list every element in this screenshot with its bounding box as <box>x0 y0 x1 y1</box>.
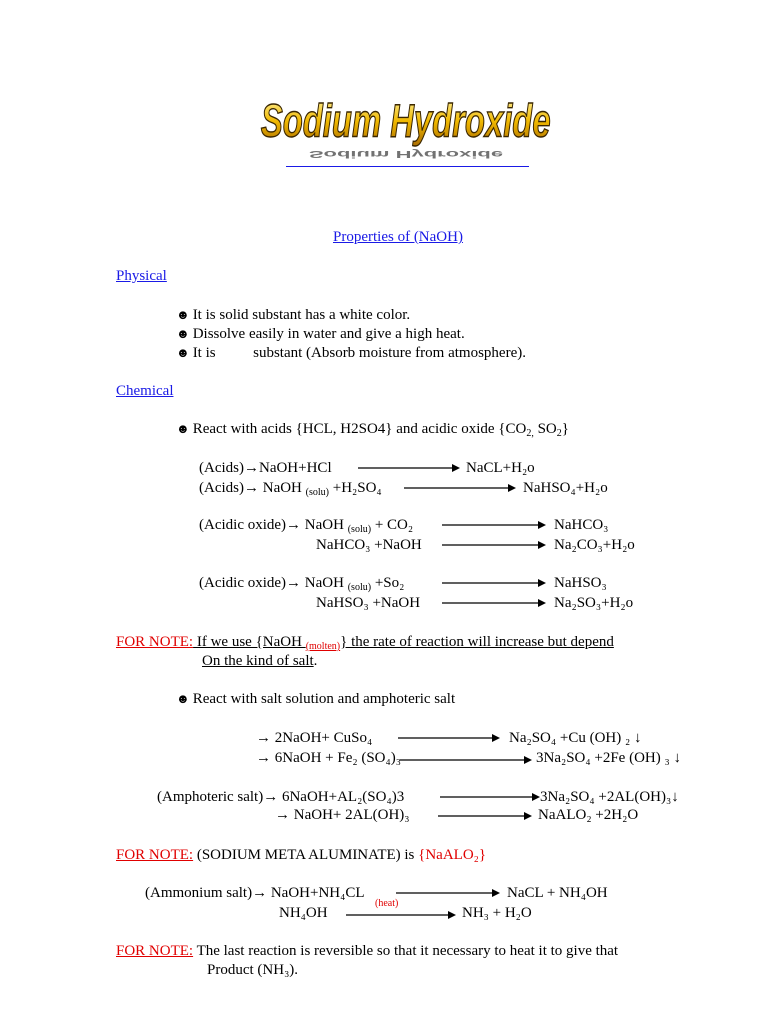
eq-oxide-2-right: Na₂CO₃+H₂o <box>554 537 635 553</box>
eq-oxide-1-left: (Acidic oxide)→ NaOH $_{(solu)}$ + CO₂ <box>199 517 414 535</box>
title-wordart <box>260 88 551 166</box>
eq-ammonium-1-right: NaCL + NH₄OH <box>507 885 608 901</box>
eq-ammonium-2-right: NH₃ + H₂O <box>462 905 532 921</box>
chemical-bullet-1: ☻ React with acids {HCL, H2SO4} and acidic oxide {$CO_{2,}$ $SO_2$} <box>176 421 569 439</box>
reaction-arrow <box>442 520 546 530</box>
reaction-arrow <box>442 578 546 588</box>
note-3-line-2: Product (NH₃). <box>207 962 299 978</box>
bullet-icon: ☻ <box>176 326 190 341</box>
reaction-arrow <box>358 463 460 473</box>
heat-condition: (heat) <box>375 898 399 909</box>
note-3: FOR NOTE: The last reaction is reversible so that it necessary to heat it to give that <box>116 943 619 959</box>
eq-oxide-3-right: NaHSO₃ <box>554 575 607 591</box>
bullet-icon: ☻ <box>176 691 190 706</box>
reaction-arrow <box>346 910 456 920</box>
eq-salt-3-right: 3Na₂SO₄ +2AL(OH)₃↓ <box>540 789 679 805</box>
note-label: FOR NOTE: <box>116 943 194 959</box>
eq-salt-4-right: NaALO₂ +2H₂O <box>538 807 639 823</box>
reaction-arrow <box>398 733 500 743</box>
physical-bullet-3: ☻ It is substant (Absorb moisture from atmosphere). <box>176 345 526 361</box>
note-2: FOR NOTE: (SODIUM META ALUMINATE) is {NaALO₂} <box>116 847 487 863</box>
chemical-heading: Chemical <box>116 383 174 399</box>
note-1: FOR NOTE: If we use {NaOH $_{(molten)}$} the rate of reaction will increase but depend <box>116 634 614 652</box>
reaction-arrow <box>396 888 500 898</box>
eq-salt-1-left: → 2NaOH+ CuSo₄ <box>256 730 373 746</box>
eq-salt-3-left: (Amphoteric salt)→ 6NaOH+AL₂(SO₄)3 <box>157 789 405 805</box>
properties-heading: Properties of (NaOH) <box>333 229 463 245</box>
eq-acid-2-right: NaHSO₄+H₂o <box>523 480 608 496</box>
eq-salt-2-left: → 6NaOH + Fe₂ (SO₄)₃ <box>256 750 401 766</box>
physical-bullet-2: ☻ Dissolve easily in water and give a high heat. <box>176 326 465 342</box>
eq-salt-1-right: Na₂SO₄ +Cu (OH) ₂ ↓ <box>509 730 642 746</box>
reaction-arrow <box>442 598 546 608</box>
note-label: FOR NOTE: <box>116 634 194 650</box>
note-1-line-2: On the kind of salt. <box>202 653 318 669</box>
salt-bullet: ☻ React with salt solution and amphoteric salt <box>176 691 456 707</box>
eq-ammonium-1-left: (Ammonium salt)→ NaOH+NH₄CL <box>145 885 365 901</box>
title-reflection: Sodium Hydroxide <box>308 148 504 160</box>
eq-oxide-4-right: Na₂SO₃+H₂o <box>554 595 634 611</box>
reaction-arrow <box>404 483 516 493</box>
note-label: FOR NOTE: <box>116 847 194 863</box>
eq-oxide-2-left: NaHCO₃ +NaOH <box>316 537 422 553</box>
reaction-arrow <box>440 792 540 802</box>
bullet-icon: ☻ <box>176 345 190 360</box>
reaction-arrow <box>442 540 546 550</box>
eq-acid-1-right: NaCL+H₂o <box>466 460 535 476</box>
page-title: Sodium Hydroxide <box>260 95 551 147</box>
eq-oxide-4-left: NaHSO₃ +NaOH <box>316 595 421 611</box>
eq-salt-4-left: → NaOH+ 2AL(OH)₃ <box>275 807 410 823</box>
physical-bullet-1: ☻ It is solid substant has a white color. <box>176 307 411 323</box>
physical-heading: Physical <box>116 268 167 284</box>
reaction-arrow <box>400 755 532 765</box>
bullet-icon: ☻ <box>176 307 190 322</box>
bullet-icon: ☻ <box>176 421 190 436</box>
eq-ammonium-2-left: NH₄OH <box>279 905 328 921</box>
eq-acid-1-left: (Acids)→NaOH+HCl <box>199 460 332 476</box>
reaction-arrow <box>438 811 532 821</box>
eq-oxide-3-left: (Acidic oxide)→ NaOH $_{(solu)}$ +So₂ <box>199 575 405 593</box>
eq-oxide-1-right: NaHCO₃ <box>554 517 609 533</box>
eq-acid-2-left: (Acids)→ NaOH $_{(solu)}$ +H₂SO₄ <box>199 480 382 498</box>
eq-salt-2-right: 3Na₂SO₄ +2Fe (OH) ₃ ↓ <box>536 750 681 766</box>
title-underline <box>286 166 529 167</box>
